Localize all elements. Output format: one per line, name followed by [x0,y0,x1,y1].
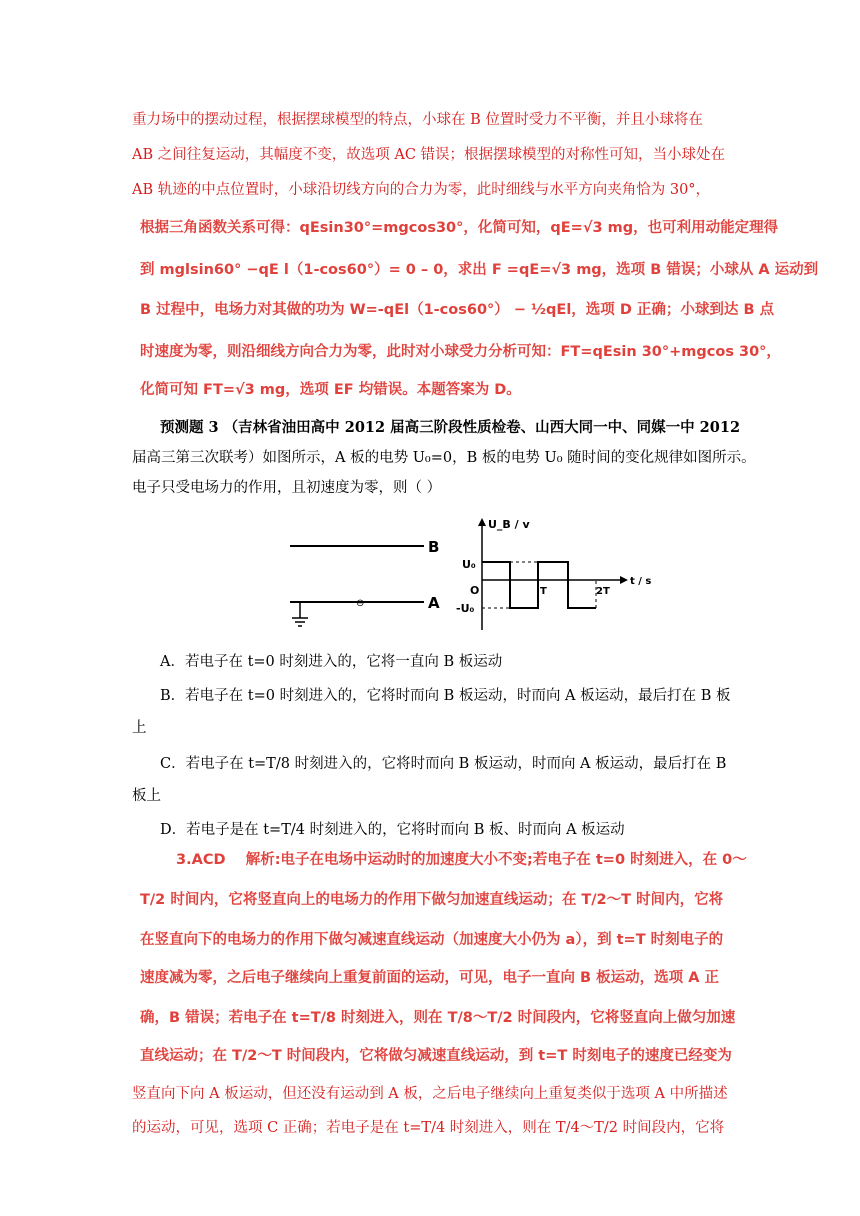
u0-label: U₀ [462,558,476,571]
option-c-line-2: 板上 [132,788,161,804]
answer-line-4: 速度减为零，之后电子继续向上重复前面的运动，可见，电子一直向 B 板运动，选项 A 正 [140,970,719,986]
option-b-line-2: 上 [132,720,147,736]
question-line-2: 届高三第三次联考）如图所示，A 板的电势 U₀=0，B 板的电势 U₀ 随时间的变化规律如图所示。 [132,450,756,466]
answer-text-1: 电子在电场中运动时的加速度大小不变;若电子在 t=0 时刻进入，在 0～ [280,852,747,868]
plate-b-label: B [428,538,440,556]
option-c-line-1: C．若电子在 t=T/8 时刻进入的，它将时而向 B 板运动，时而向 A 板运动，最后打在 B [160,756,727,772]
answer-line-3: 在竖直向下的电场力的作用下做匀减速直线运动（加速度大小仍为 a），到 t=T 时刻电子的 [140,932,724,948]
question-line-1: 预测题 3 （吉林省油田高中 2012 届高三阶段性质检卷、山西大同一中、同媒一中 2012 [160,419,741,436]
x-axis-label: t / s [630,576,652,587]
answer-line-5: 确，B 错误；若电子在 t=T/8 时刻进入，则在 T/8～T/2 时间段内，它将竖直向上做匀加速 [140,1010,736,1026]
option-a: A．若电子在 t=0 时刻进入的，它将一直向 B 板运动 [160,654,503,670]
analysis-line-4: 根据三角函数关系可得：qEsin30°=mgcos30°，化简可知，qE=√3 mg，也可利用动能定理得 [140,220,779,236]
analysis-line-7: 时速度为零，则沿细线方向合力为零，此时对小球受力分析可知：FT=qEsin 30°+mgcos 30°， [140,344,781,360]
option-b-line-1: B．若电子在 t=0 时刻进入的，它将时而向 B 板运动，时而向 A 板运动，最后打在 B 板 [160,688,731,704]
origin-label: O [470,584,480,597]
answer-line-8: 的运动，可见，选项 C 正确；若电子是在 t=T/4 时刻进入，则在 T/4～T/2 时间段内，它将 [132,1120,725,1136]
t-label: T [540,586,547,597]
x-axis-arrow [620,576,628,584]
answer-line-6: 直线运动；在 T/2～T 时间段内，它将做匀减速直线运动，到 t=T 时刻电子的速度已经变为 [140,1048,732,1064]
analysis-line-8: 化简可知 FT=√3 mg，选项 EF 均错误。本题答案为 D。 [140,382,521,398]
option-d: D．若电子是在 t=T/4 时刻进入的，它将时而向 B 板、时而向 A 板运动 [160,822,625,838]
electron-symbol: ⊖ [356,598,365,609]
2t-label: 2T [596,586,610,597]
neg-u0-label: -U₀ [456,602,475,615]
analysis-line-3: AB 轨迹的中点位置时，小球沿切线方向的合力为零，此时细线与水平方向夹角恰为 30°， [132,182,711,198]
answer-line-2: T/2 时间内，它将竖直向上的电场力的作用下做匀加速直线运动；在 T/2～T 时间内，它将 [140,892,724,908]
plate-a-label: A [428,594,440,612]
analysis-line-2: AB 之间往复运动，其幅度不变，故选项 AC 错误；根据摆球模型的对称性可知，当小球处在 [132,147,726,163]
answer-line-1 [176,850,747,870]
analysis-line-1: 重力场中的摆动过程，根据摆球模型的特点，小球在 B 位置时受力不平衡，并且小球将在 [132,112,703,128]
dashed-guides [482,562,610,608]
y-axis-label: U_B / v [488,518,530,531]
circuit-and-voltage-diagram [284,514,652,634]
analysis-line-5: 到 mglsin60° −qE l（1-cos60°）= 0 – 0，求出 F =qE=√3 mg，选项 B 错误；小球从 A 运动到 [140,262,819,278]
analysis-heading: 解析: [245,852,281,868]
question-line-3: 电子只受电场力的作用，且初速度为零，则（ ） [132,480,442,496]
answer-line-7: 竖直向下向 A 板运动，但还没有运动到 A 板，之后电子继续向上重复类似于选项 A 中所描述 [132,1086,728,1102]
y-axis-arrow [478,518,486,526]
ground-icon [292,602,308,626]
square-wave [482,562,596,608]
analysis-line-6: B 过程中，电场力对其做的功为 W=-qEl（1-cos60°） − ½qEl，选项 D 正确；小球到达 B 点 [140,302,775,318]
answer-key: 3.ACD [176,852,226,868]
